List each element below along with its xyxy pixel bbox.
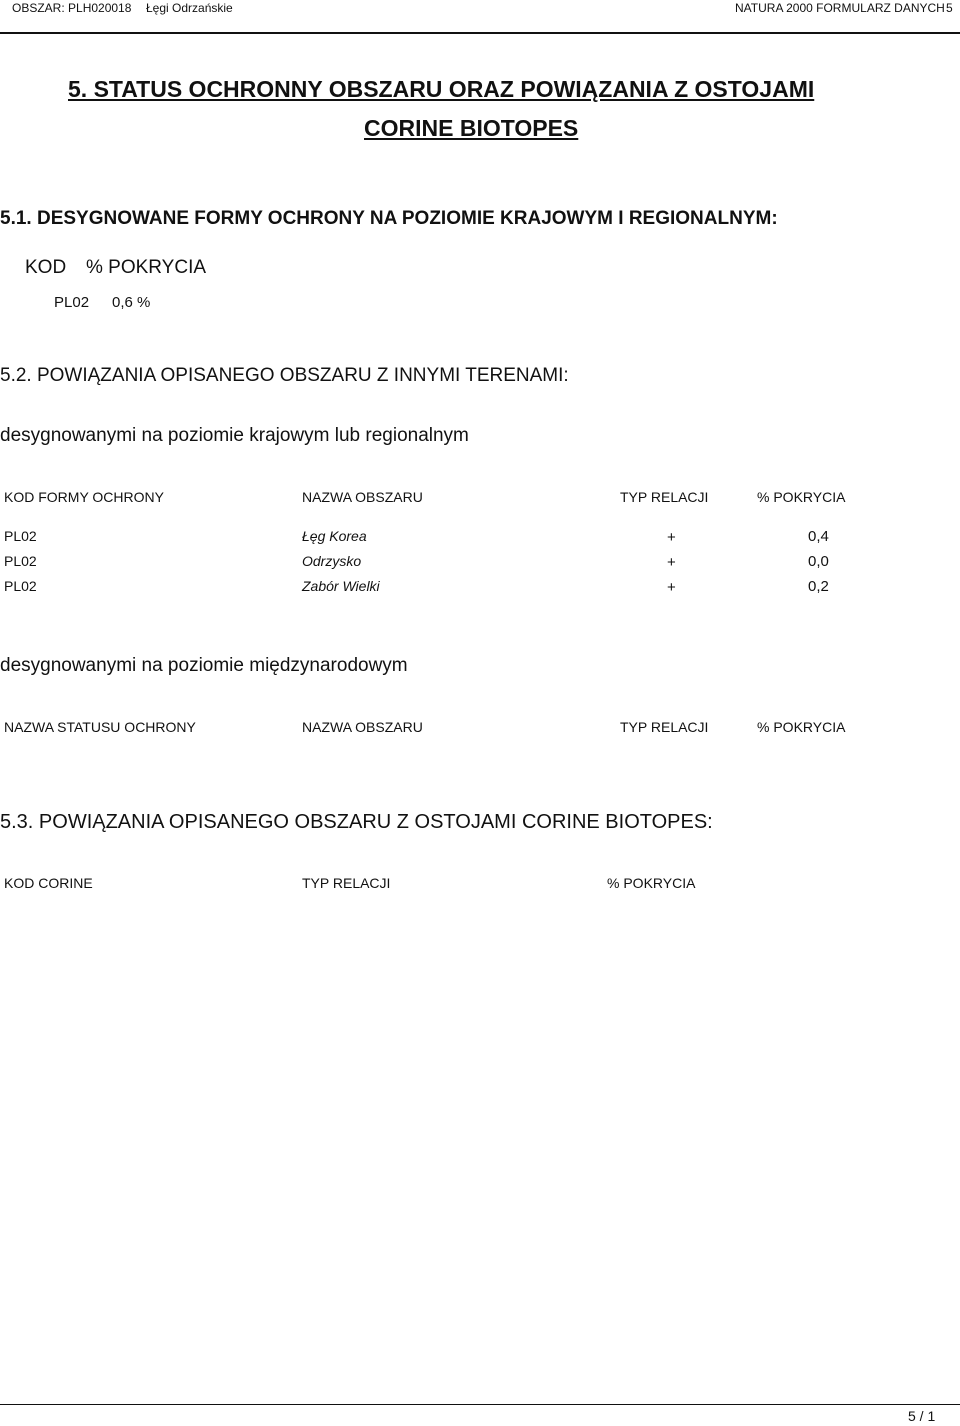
corine-header-typ: TYP RELACJI (302, 875, 391, 891)
col-pokrycia: % POKRYCIA (86, 257, 207, 278)
footer-page-number: 5 / 1 (908, 1408, 936, 1424)
footer-rule (0, 1404, 960, 1405)
table-row-typ: + (667, 579, 676, 596)
section-5-3-heading: 5.3. POWIĄZANIA OPISANEGO OBSZARU Z OSTOJAMI CORINE BIOTOPES: (0, 811, 713, 833)
table-row-nazwa: Zabór Wielki (302, 578, 380, 594)
table-row-nazwa: Łęg Korea (302, 528, 367, 544)
header-form-title: NATURA 2000 FORMULARZ DANYCH (735, 1, 945, 15)
header-obszar: OBSZAR: PLH020018 (12, 1, 132, 15)
table-row-pokrycia: 0,2 (808, 578, 829, 595)
col-kod: KOD (25, 257, 67, 278)
international-header-typ: TYP RELACJI (620, 719, 709, 735)
corine-header-pokrycia: % POKRYCIA (607, 875, 696, 891)
section-title-line2: CORINE BIOTOPES (364, 115, 579, 141)
table-row-kod: PL02 (4, 553, 37, 569)
section-title-line1: 5. STATUS OCHRONNY OBSZARU ORAZ POWIĄZANIA Z OSTOJAMI (68, 76, 815, 102)
table-row-nazwa: Odrzysko (302, 553, 362, 569)
national-header-typ: TYP RELACJI (620, 489, 709, 505)
international-subtitle: desygnowanymi na poziomie międzynarodowym (0, 655, 408, 676)
header-page-number: 5 (946, 1, 953, 15)
international-header-pokrycia: % POKRYCIA (757, 719, 846, 735)
section-5-1-heading: 5.1. DESYGNOWANE FORMY OCHRONY NA POZIOMIE KRAJOWYM I REGIONALNYM: (0, 208, 778, 229)
table-row-typ: + (667, 554, 676, 571)
national-header-pokrycia: % POKRYCIA (757, 489, 846, 505)
header-site-name: Łęgi Odrzańskie (146, 1, 233, 15)
table-row-kod: PL02 (4, 528, 37, 544)
row-kod: PL02 (54, 294, 90, 311)
header-rule (0, 32, 960, 34)
national-header-kod: KOD FORMY OCHRONY (4, 489, 164, 505)
international-header-status: NAZWA STATUSU OCHRONY (4, 719, 196, 735)
table-row-typ: + (667, 529, 676, 546)
table-row-kod: PL02 (4, 578, 37, 594)
table-row-pokrycia: 0,4 (808, 528, 829, 545)
national-subtitle: desygnowanymi na poziomie krajowym lub regionalnym (0, 425, 469, 446)
international-header-nazwa: NAZWA OBSZARU (302, 719, 423, 735)
table-row-pokrycia: 0,0 (808, 553, 829, 570)
row-pokrycia: 0,6 % (112, 294, 151, 311)
section-5-2-heading: 5.2. POWIĄZANIA OPISANEGO OBSZARU Z INNYMI TERENAMI: (0, 365, 569, 386)
national-header-nazwa: NAZWA OBSZARU (302, 489, 423, 505)
corine-header-kod: KOD CORINE (4, 875, 93, 891)
